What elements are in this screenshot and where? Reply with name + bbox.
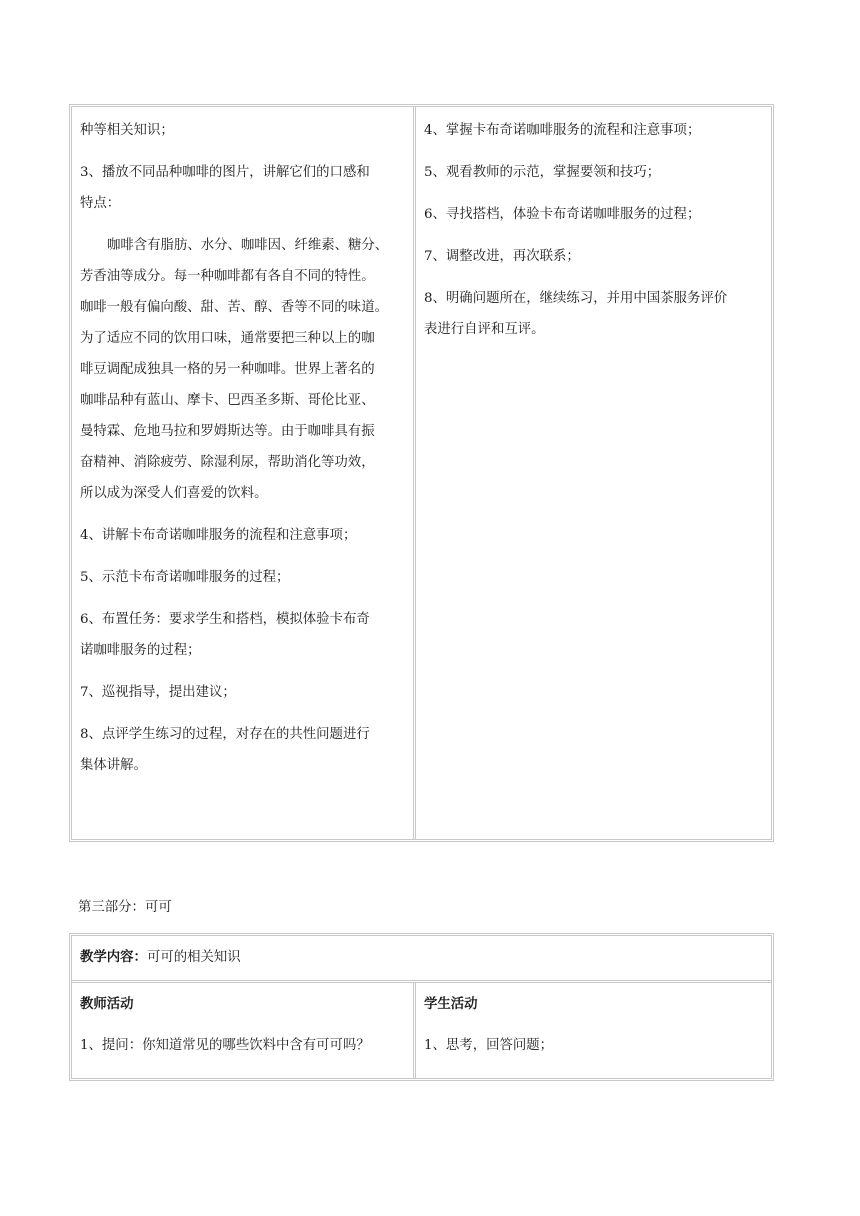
student-step-8-line: 8、明确问题所在，继续练习，并用中国茶服务评价 — [424, 291, 728, 306]
coffee-description-line: 奋精神、消除疲劳、除湿利尿，帮助消化等功效， — [80, 455, 375, 470]
coffee-description-line: 曼特霖、危地马拉和罗姆斯达等。由于咖啡具有振 — [80, 424, 375, 439]
teacher-step-3 — [80, 157, 407, 219]
section-title: 第三部分：可可 — [78, 900, 172, 915]
student-activity-cell — [416, 107, 771, 839]
teacher-step-intro: 种等相关知识； — [80, 123, 174, 138]
teacher-step-8 — [80, 719, 407, 781]
teacher-step-4: 4、讲解卡布奇诺咖啡服务的流程和注意事项； — [80, 528, 357, 543]
coffee-description-line: 咖啡一般有偏向酸、甜、苦、醇、香等不同的味道。 — [80, 300, 388, 315]
teacher-step-6 — [80, 604, 407, 666]
lesson-table-coffee — [69, 104, 774, 842]
teaching-content-label: 教学内容： — [80, 950, 147, 965]
teacher-step-5: 5、示范卡布奇诺咖啡服务的过程； — [80, 570, 290, 585]
teaching-content-value: 可可的相关知识 — [146, 950, 241, 965]
coffee-description-line: 咖啡品种有蓝山、摩卡、巴西圣多斯、哥伦比亚、 — [80, 393, 375, 408]
coffee-description-line: 所以成为深受人们喜爱的饮料。 — [80, 486, 268, 501]
teacher-activity-header: 教师活动 — [80, 997, 134, 1012]
student-step-8-line: 表进行自评和互评。 — [424, 322, 545, 337]
teacher-step-8-line: 8、点评学生练习的过程，对存在的共性问题进行 — [80, 727, 370, 742]
coffee-description-line: 为了适应不同的饮用口味，通常要把三种以上的咖 — [80, 331, 375, 346]
coffee-description-line: 芳香油等成分。每一种咖啡都有各自不同的特性。 — [80, 269, 375, 284]
teacher-step-3-line: 特点： — [80, 196, 121, 211]
student-activity-header: 学生活动 — [424, 997, 478, 1012]
student-step-8 — [424, 283, 765, 345]
teacher-activity-cell — [72, 107, 416, 839]
lesson-table-cocoa — [69, 933, 774, 1081]
teacher-question: 1、提问：你知道常见的哪些饮料中含有可可吗？ — [80, 1038, 370, 1053]
teacher-step-8-line: 集体讲解。 — [80, 758, 147, 773]
coffee-description — [80, 230, 407, 509]
student-step-5: 5、观看教师的示范，掌握要领和技巧； — [424, 165, 661, 180]
coffee-description-line: 咖啡含有脂肪、水分、咖啡因、纤维素、糖分、 — [107, 238, 389, 253]
student-activity-cell — [416, 983, 771, 1078]
student-step-7: 7、调整改进，再次联系； — [424, 249, 580, 264]
teacher-activity-cell — [72, 983, 416, 1078]
student-step-6: 6、寻找搭档，体验卡布奇诺咖啡服务的过程； — [424, 207, 701, 222]
teacher-step-7: 7、巡视指导，提出建议； — [80, 685, 236, 700]
student-step-4: 4、掌握卡布奇诺咖啡服务的流程和注意事项； — [424, 123, 701, 138]
teaching-content-row — [72, 936, 771, 983]
teacher-step-6-line: 诺咖啡服务的过程； — [80, 643, 201, 658]
teacher-step-3-line: 3、播放不同品种咖啡的图片，讲解它们的口感和 — [80, 165, 370, 180]
teacher-step-6-line: 6、布置任务：要求学生和搭档，模拟体验卡布奇 — [80, 612, 370, 627]
coffee-description-line: 啡豆调配成独具一格的另一种咖啡。世界上著名的 — [80, 362, 375, 377]
student-answer: 1、思考，回答问题； — [424, 1038, 554, 1053]
